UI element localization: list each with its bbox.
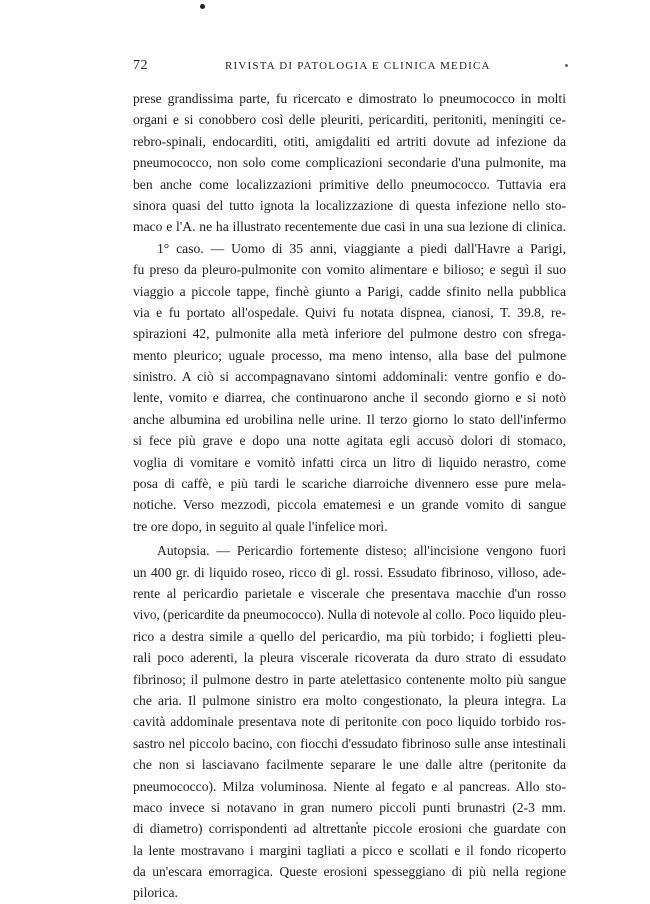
text-line: maco e l'A. ne ha illustrato recentemente due casi in una sua lezione di clinica. [133,219,566,235]
text-line: rebro-spinali, endocarditi, otiti, amigdaliti ed artriti dovute ad infezione da [133,133,566,149]
text-line: 1° caso. — Uomo di 35 anni, viaggiante a piedi dall'Havre a Parigi, [157,240,566,256]
ink-speck [565,64,568,67]
text-line: di diametro) corrispondenti ad altrettante piccole erosioni che guardate con [133,821,566,837]
text-line: pneumococco, non solo come complicazioni secondarie d'una pulmonite, ma [133,155,566,171]
text-line: cavità addominale presentava note di peritonite con poco liquido torbido ros- [133,714,566,730]
paragraph-autopsy [133,540,566,904]
paragraph-intro [133,88,566,238]
text-line: via e fu portato all'ospedale. Quivi fu notata dispnea, cianosi, T. 39.8, re- [133,304,566,320]
text-line: viaggio a piccole tappe, finchè giunto a Parigi, cadde sfinito nella pubblica [133,283,566,299]
text-line: un 400 gr. di liquido roseo, ricco di gl. rossi. Essudato fibrinoso, villoso, ade- [133,564,566,580]
text-line: tre ore dopo, in seguito al quale l'infelice morì. [133,518,388,534]
text-line: che aria. Il pulmone sinistro era molto congestionato, la pleura integra. La [133,692,566,708]
text-line: ben anche come localizzazioni primitive dello pneumococco. Tuttavia era [133,176,566,192]
text-line: rente al pericardio parietale e viscerale che presentava macchie d'un rosso [133,585,566,601]
paragraph-case-1 [133,238,566,537]
text-line: rico a destra simile a quello del pericardio, ma più torbido; i foglietti pleu- [133,628,566,644]
text-line: Autopsia. — Pericardio fortemente disteso; all'incisione vengono fuori [157,543,566,559]
text-line: posa di caffè, e più tardi le scariche diarroiche divennero esse pure mela- [133,476,566,492]
text-line: che non si lasciavano facilmente separare le une dalle altre (peritonite da [133,757,566,773]
page-header [133,58,568,76]
text-line: pilorica. [133,885,178,901]
text-line: la lente mostravano i margini tagliati a picco e scollati e il fondo ricoperto [133,842,566,858]
text-line: mento pleurico; uguale processo, ma meno intenso, alla base del pulmone [133,347,566,363]
ink-speck [200,4,205,9]
text-line: voglia di vomitare e vomitò infatti circa un litro di liquido nerastro, come [133,454,566,470]
body-text [133,88,566,904]
text-line: notiche. Verso mezzodì, piccola ematemesi e un grande vomito di sangue [133,497,566,513]
running-title: RIVISTA DI PATOLOGIA E CLINICA MEDICA [225,60,491,72]
text-line: anche albumina ed urobilina nelle urine. Il terzo giorno lo stato dell'infermo [133,411,566,427]
text-line: prese grandissima parte, fu ricercato e dimostrato lo pneumococco in molti [133,91,566,106]
text-line: rali poco aderenti, la pleura viscerale ricoverata da duro strato di essudato [133,650,566,666]
text-line: da un'escara emorragica. Queste erosioni spesseggiano di più nella regione [133,864,566,880]
text-line: fibrinoso; il pulmone destro in parte atelettasico contenente molto più sangue [133,671,566,687]
text-line: pneumococco). Milza voluminosa. Niente al fegato e al pancreas. Allo sto- [133,778,566,794]
text-line: organi e si conobbero così delle pleuriti, pericarditi, peritoniti, meningiti ce- [133,112,566,128]
text-line: lente, vomito e diarrea, che continuarono anche il secondo giorno e si notò [133,390,566,406]
text-line: spirazioni 42, pulmonite alla metà inferiore del pulmone destro con sfrega- [133,326,566,342]
page-number: 72 [133,58,148,73]
text-line: sastro nel piccolo bacino, con fiocchi d'essudato fibrinoso sulle anse intestinali [133,735,566,751]
text-line: sinora quasi del tutto ignota la localizzazione di questa infezione nello sto- [133,197,566,213]
text-line: si fece più grave e dopo una notte agitata egli accusò dolori di stomaco, [133,433,566,449]
text-line: fu preso da pleuro-pulmonite con vomito alimentare e bilioso; e seguì il suo [133,262,566,278]
text-line: maco invece si notavano in gran numero piccoli punti brunastri (2-3 mm. [133,799,566,815]
text-line: vivo, (pericardite da pneumococco). Nulla di notevole al collo. Poco liquido pleu- [133,607,567,623]
text-line: sinistro. A ciò si accompagnavano sintomi addominali: ventre gonfio e do- [133,369,566,385]
